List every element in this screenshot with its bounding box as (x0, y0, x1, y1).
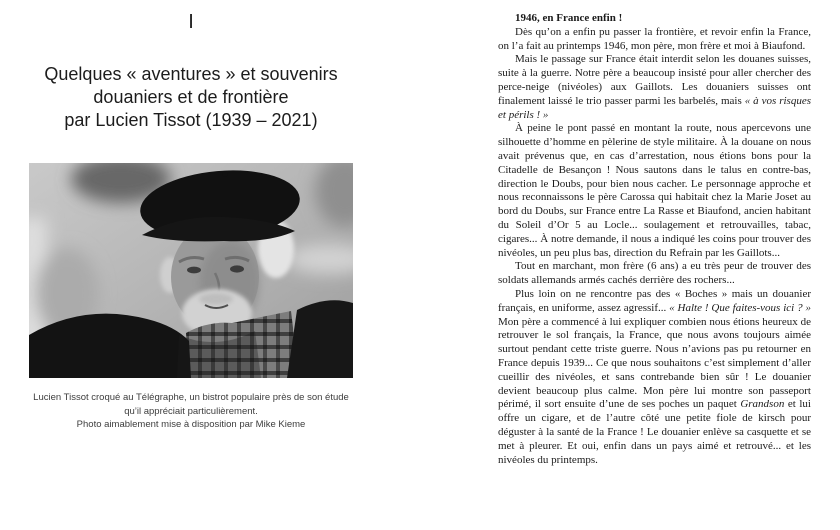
text-run: Tout en marchant, mon frère (6 ans) a eu très peur de trouver des soldats allemands armés cachés derrière des rochers... (498, 260, 811, 287)
text-run: Plus loin on ne rencontre pas des « Boches » mais un douanier français, en uniforme, assez agressif... (498, 287, 811, 314)
page-title (7, 63, 375, 132)
portrait-photo (29, 163, 353, 378)
title-line: par Lucien Tissot (1939 – 2021) (64, 110, 318, 130)
caption-line: Lucien Tissot croqué au Télégraphe, un bistrot populaire près de son étude (33, 392, 349, 403)
chapter-numeral: I (188, 11, 194, 33)
text-run: 1946, en France enfin ! (515, 12, 623, 24)
paragraph (498, 53, 811, 122)
text-run: Mais le passage sur France était interdit selon les douanes suisses, suite à la guerre. Notre père a beaucoup insisté pour aller chercher des perce-neige (nivéoles) aux Gaillots. Les douaniers suisses ont finalement laissé le trio passer parmi les barbelés, mais (498, 53, 811, 107)
right-page (498, 12, 811, 467)
paragraph (498, 260, 811, 288)
text-run: À peine le pont passé en montant la route, nous apercevons une silhouette d’homme en pèlerine de style militaire. À la douane on nous avait prévenus que, en cas d’arrestation, nous étions bons pour la Citadelle de Besançon ! Nous sautons dans le talus en contre-bas, direction le Doubs, pour bien nous cacher. Le personnage approche et nous reconnaissons le père Carossa qui habitait chez la Marie Joset au bord du Doubs, sur France entre La Rasse et Biaufond, ancien habitant du Soleil d’Or 5 au Locle... soulagement et retrouvailles, tabac, cigares... À notre demande, il nous a indiqué les coins pour trouver des nivéoles, un peu plus bas, direction du Refrain par les Gaillots... (498, 122, 811, 259)
title-line: Quelques « aventures » et souvenirs (44, 64, 338, 84)
text-run: Grandson (740, 398, 785, 411)
text-run: et lui offre un cigare, et de l’autre côté une petite fiole de kirsch pour déguster à la santé de la France ! Le douanier enlève sa casquette et se met à pleurer. Et oui, enfin dans un pays aimé et retrouvé... et les nivéoles du printemps. (498, 398, 811, 466)
text-run: « Halte ! Que faites-vous ici ? » (669, 301, 811, 314)
text-run: Dès qu’on a enfin pu passer la frontière, et revoir enfin la France, on l’a fait au printemps 1946, mon père, mon frère et moi à Biaufond. (498, 25, 811, 52)
jacket-right (287, 300, 353, 378)
section-heading (498, 12, 811, 26)
text-run: Mon père a commencé à lui expliquer combien nous étions heureux de retrouver le sol français, la France, que nous avons toujours aimée surtout pendant cette triste guerre. Nous n’avions pas pu retourner en France depuis 1939... Ce que nous souhaitons c’est simplement d’aller cueillir des nivéoles, et sans contrebande bien sûr ! Le douanier devient beaucoup plus calme. Mon père lui montre son passeport périmé, il sort ensuite d’une de ses poches un paquet (498, 315, 811, 411)
text-run: « à vos risques et périls ! » (498, 94, 811, 121)
paragraph (498, 288, 811, 467)
caption-line: Photo aimablement mise à disposition par Mike Kieme (76, 419, 306, 430)
left-page (29, 0, 353, 530)
paragraph (498, 122, 811, 260)
caption-line: qu’il appréciait particulièrement. (124, 405, 258, 417)
photo-caption (3, 391, 379, 432)
paragraph (498, 26, 811, 54)
title-line: douaniers et de frontière (93, 87, 289, 107)
portrait-photo-illustration (29, 163, 353, 378)
